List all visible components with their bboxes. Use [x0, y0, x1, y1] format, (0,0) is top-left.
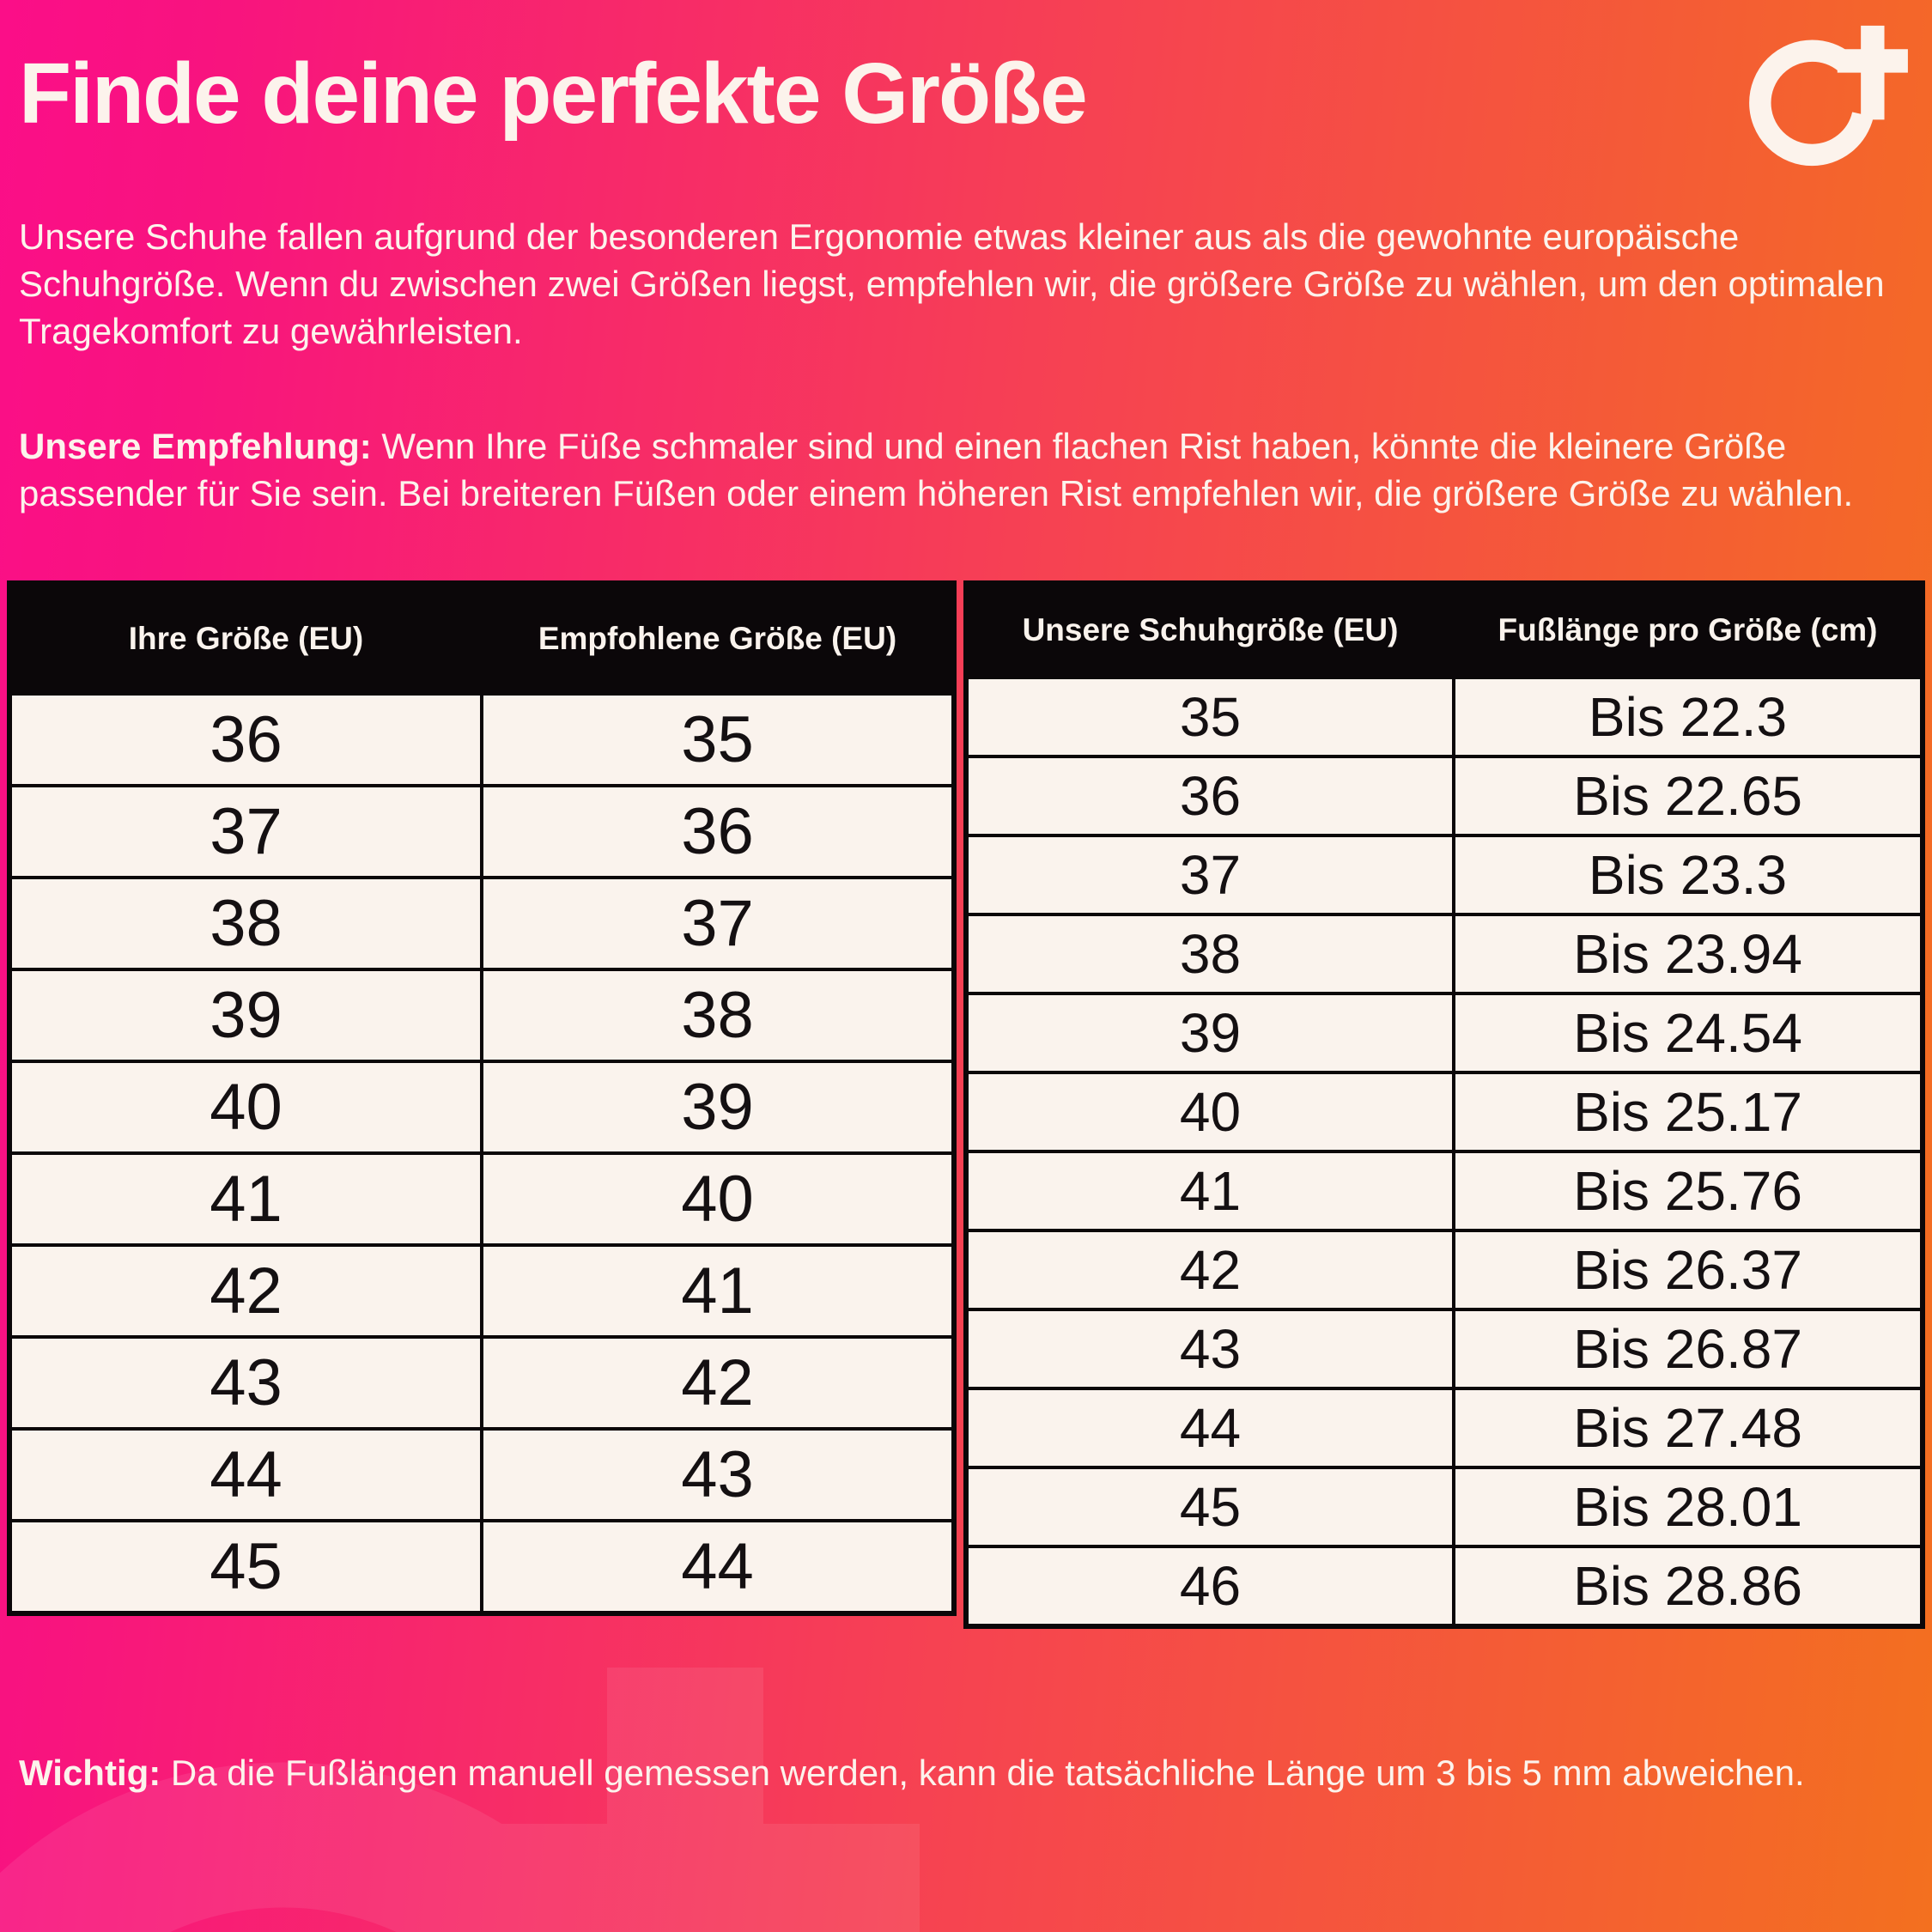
circle-plus-logo-icon [1745, 19, 1913, 170]
table-cell: 38 [966, 914, 1454, 993]
table-cell: Bis 28.86 [1454, 1546, 1923, 1626]
table-cell: Bis 27.48 [1454, 1388, 1923, 1467]
table-cell: 40 [9, 1061, 482, 1153]
table-cell: Bis 24.54 [1454, 993, 1923, 1072]
table-cell: 35 [482, 694, 954, 786]
table-row [966, 835, 1923, 914]
table-cell: 40 [966, 1072, 1454, 1151]
table-cell: 44 [9, 1429, 482, 1521]
table-row [966, 1388, 1923, 1467]
page-title: Finde deine perfekte Größe [19, 46, 1086, 142]
column-header-foot-length: Fußlänge pro Größe (cm) [1454, 583, 1923, 677]
important-note-label: Wichtig: [19, 1753, 161, 1793]
table-cell: 37 [9, 786, 482, 878]
table-cell: 43 [9, 1337, 482, 1429]
table-cell: 37 [482, 878, 954, 969]
foot-length-table-header [966, 583, 1923, 677]
table-row [966, 1230, 1923, 1309]
table-cell: 42 [966, 1230, 1454, 1309]
table-cell: 45 [966, 1467, 1454, 1546]
table-header-row [966, 583, 1923, 677]
size-conversion-table-header [9, 583, 954, 694]
table-row [9, 1337, 954, 1429]
table-cell: 43 [966, 1309, 1454, 1388]
recommendation-label: Unsere Empfehlung: [19, 426, 372, 466]
table-cell: 35 [966, 677, 1454, 756]
table-row [9, 1153, 954, 1245]
column-header-your-size: Ihre Größe (EU) [9, 583, 482, 694]
foot-length-table-body [966, 677, 1923, 1626]
table-cell: 39 [966, 993, 1454, 1072]
table-row [966, 677, 1923, 756]
table-row [9, 1245, 954, 1337]
table-cell: Bis 26.37 [1454, 1230, 1923, 1309]
table-cell: Bis 23.3 [1454, 835, 1923, 914]
recommendation-paragraph [19, 422, 1918, 517]
column-header-recommended-size: Empfohlene Größe (EU) [482, 583, 954, 694]
table-cell: Bis 26.87 [1454, 1309, 1923, 1388]
table-cell: Bis 23.94 [1454, 914, 1923, 993]
table-row [9, 969, 954, 1061]
table-row [966, 1546, 1923, 1626]
table-cell: 37 [966, 835, 1454, 914]
table-cell: 42 [9, 1245, 482, 1337]
table-row [966, 914, 1923, 993]
table-cell: 41 [482, 1245, 954, 1337]
table-cell: 40 [482, 1153, 954, 1245]
table-row [966, 993, 1923, 1072]
size-conversion-table-body [9, 694, 954, 1613]
table-row [9, 786, 954, 878]
intro-paragraph [19, 213, 1918, 355]
table-cell: 36 [482, 786, 954, 878]
foot-length-table [963, 580, 1925, 1629]
column-header-our-shoe-size: Unsere Schuhgröße (EU) [966, 583, 1454, 677]
table-cell: 38 [482, 969, 954, 1061]
table-cell: 44 [482, 1521, 954, 1613]
table-cell: 46 [966, 1546, 1454, 1626]
table-cell: 41 [966, 1151, 1454, 1230]
table-row [9, 694, 954, 786]
table-cell: 45 [9, 1521, 482, 1613]
table-cell: Bis 22.3 [1454, 677, 1923, 756]
important-note [19, 1748, 1918, 1797]
table-cell: Bis 28.01 [1454, 1467, 1923, 1546]
table-cell: 42 [482, 1337, 954, 1429]
table-row [966, 1467, 1923, 1546]
table-cell: 44 [966, 1388, 1454, 1467]
recommendation-text: Wenn Ihre Füße schmaler sind und einen flachen Rist haben, könnte die kleinere Größe passender für Sie sein. Bei breiteren Füßen oder einem höheren Rist empfehlen wir, die größere Größe zu wählen. [19, 426, 1854, 513]
table-row [9, 1429, 954, 1521]
table-row [9, 1521, 954, 1613]
table-cell: 41 [9, 1153, 482, 1245]
table-cell: 36 [9, 694, 482, 786]
table-cell: 39 [9, 969, 482, 1061]
table-row [9, 878, 954, 969]
table-row [966, 1151, 1923, 1230]
table-cell: 43 [482, 1429, 954, 1521]
table-row [966, 1072, 1923, 1151]
table-header-row [9, 583, 954, 694]
table-cell: 36 [966, 756, 1454, 835]
table-cell: Bis 25.76 [1454, 1151, 1923, 1230]
table-cell: Bis 22.65 [1454, 756, 1923, 835]
important-note-text: Da die Fußlängen manuell gemessen werden, kann die tatsächliche Länge um 3 bis 5 mm abweichen. [161, 1753, 1805, 1793]
table-cell: Bis 25.17 [1454, 1072, 1923, 1151]
table-cell: 39 [482, 1061, 954, 1153]
intro-text: Unsere Schuhe fallen aufgrund der besonderen Ergonomie etwas kleiner aus als die gewohnte europäische Schuhgröße. Wenn du zwischen zwei Größen liegst, empfehlen wir, die größere Größe zu wählen, um den optimalen Tragekomfort zu gewährleisten. [19, 216, 1885, 351]
table-row [966, 756, 1923, 835]
table-row [966, 1309, 1923, 1388]
size-conversion-table [7, 580, 957, 1616]
table-cell: 38 [9, 878, 482, 969]
table-row [9, 1061, 954, 1153]
